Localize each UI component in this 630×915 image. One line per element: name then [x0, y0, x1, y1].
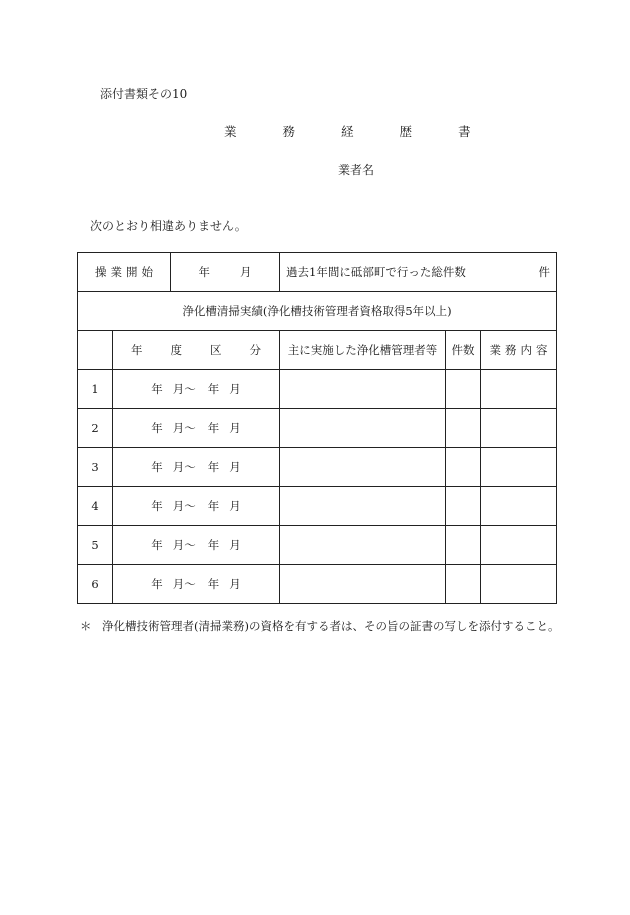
header-number-cell — [78, 331, 113, 370]
section-title: 浄化槽清掃実績(浄化槽技術管理者資格取得5年以上) — [78, 292, 557, 331]
row-number: 1 — [78, 370, 113, 409]
footnote — [80, 617, 560, 635]
table-row — [78, 487, 557, 526]
start-row — [78, 253, 557, 292]
total-count-unit: 件 — [538, 265, 550, 279]
row-number: 5 — [78, 526, 113, 565]
period-field[interactable]: 年 月～ 年 月 — [113, 370, 280, 409]
header-period: 年 度 区 分 — [113, 331, 280, 370]
table-row — [78, 370, 557, 409]
period-field[interactable]: 年 月～ 年 月 — [113, 409, 280, 448]
count-field[interactable] — [446, 370, 481, 409]
table-row — [78, 448, 557, 487]
table-row — [78, 409, 557, 448]
count-field[interactable] — [446, 487, 481, 526]
table-row — [78, 526, 557, 565]
content-field[interactable] — [481, 370, 557, 409]
total-count-field[interactable] — [280, 253, 557, 292]
title-char: 業 — [224, 124, 237, 139]
row-number: 2 — [78, 409, 113, 448]
vendor-name-label: 業者名 — [338, 163, 375, 177]
title-char: 歴 — [399, 124, 413, 139]
manager-field[interactable] — [280, 487, 446, 526]
operation-start-date-field[interactable]: 年 月 — [171, 253, 280, 292]
content-field[interactable] — [481, 448, 557, 487]
title-char: 経 — [341, 124, 354, 139]
title-char: 書 — [458, 124, 471, 139]
count-field[interactable] — [446, 448, 481, 487]
count-field[interactable] — [446, 526, 481, 565]
total-count-label: 過去1年間に砥部町で行った総件数 — [286, 265, 466, 279]
period-field[interactable]: 年 月～ 年 月 — [113, 448, 280, 487]
statement-text: 次のとおり相違ありません。 — [90, 219, 247, 233]
operation-start-label: 操 業 開 始 — [78, 253, 171, 292]
title-char: 務 — [282, 124, 296, 139]
header-row — [78, 331, 557, 370]
header-manager: 主に実施した浄化槽管理者等 — [280, 331, 446, 370]
content-field[interactable] — [481, 526, 557, 565]
content-field[interactable] — [481, 409, 557, 448]
period-field[interactable]: 年 月～ 年 月 — [113, 487, 280, 526]
manager-field[interactable] — [280, 565, 446, 604]
content-field[interactable] — [481, 565, 557, 604]
manager-field[interactable] — [280, 448, 446, 487]
count-field[interactable] — [446, 409, 481, 448]
period-field[interactable]: 年 月～ 年 月 — [113, 565, 280, 604]
note-mark: ＊ — [80, 619, 92, 633]
table-row — [78, 565, 557, 604]
attachment-label: 添付書類その10 — [100, 87, 188, 101]
count-field[interactable] — [446, 565, 481, 604]
manager-field[interactable] — [280, 370, 446, 409]
header-content: 業 務 内 容 — [481, 331, 557, 370]
header-count: 件数 — [446, 331, 481, 370]
period-field[interactable]: 年 月～ 年 月 — [113, 526, 280, 565]
document-title — [224, 122, 471, 140]
note-text: 浄化槽技術管理者(清掃業務)の資格を有する者は、その旨の証書の写しを添付すること。 — [102, 619, 560, 633]
row-number: 4 — [78, 487, 113, 526]
section-row — [78, 292, 557, 331]
content-field[interactable] — [481, 487, 557, 526]
manager-field[interactable] — [280, 409, 446, 448]
manager-field[interactable] — [280, 526, 446, 565]
business-history-table — [77, 252, 557, 604]
row-number: 6 — [78, 565, 113, 604]
row-number: 3 — [78, 448, 113, 487]
